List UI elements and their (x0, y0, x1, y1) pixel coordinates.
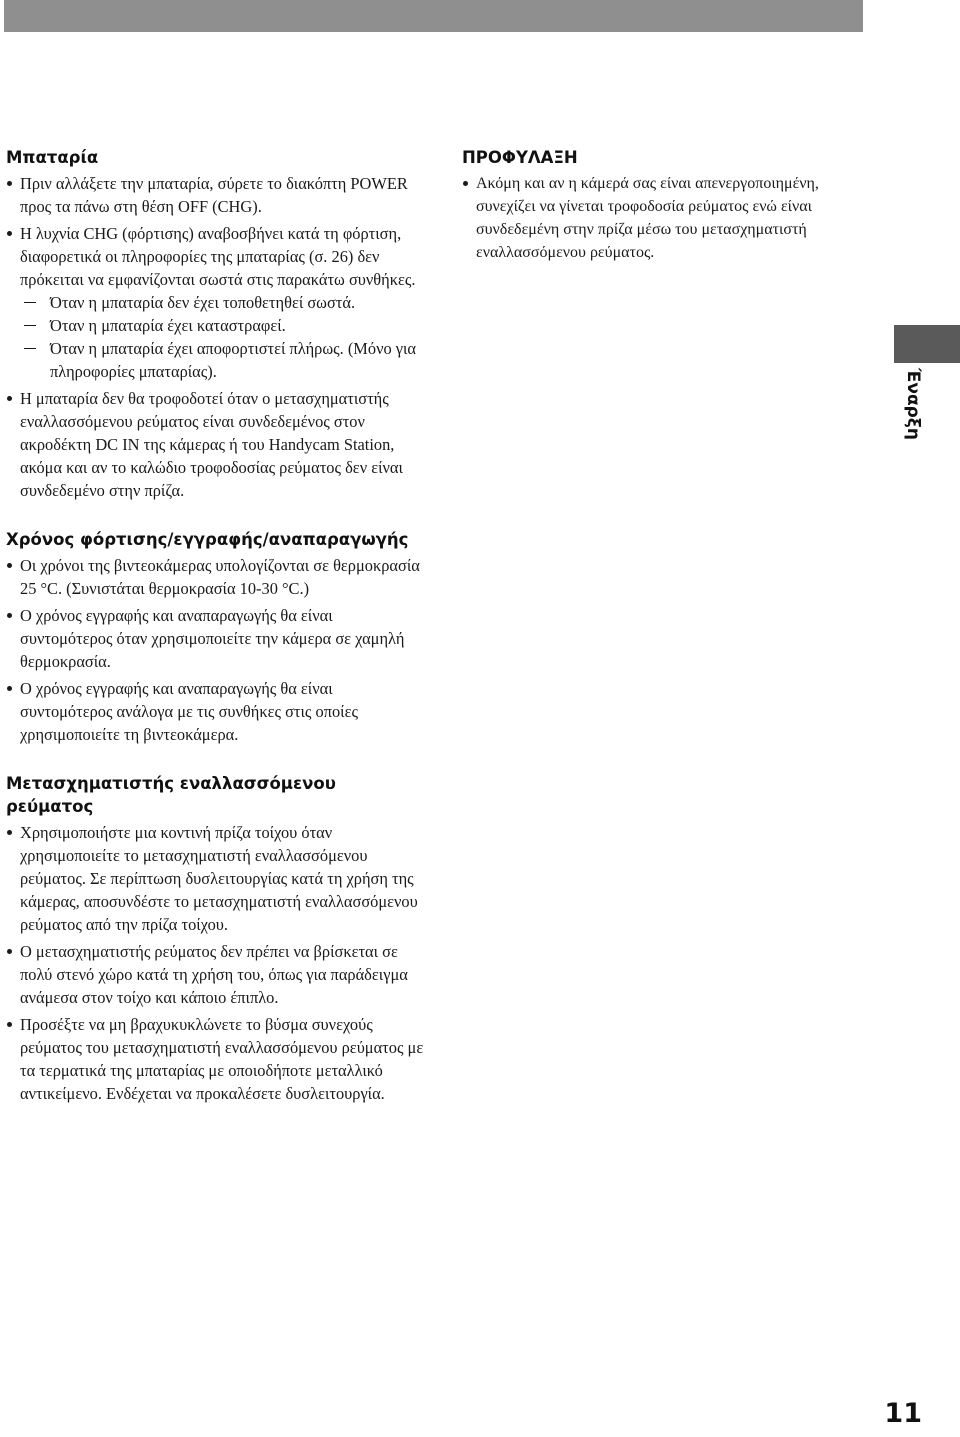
charging-time-item-3: Ο χρόνος εγγραφής και αναπαραγωγής θα είναι συντομότερος ανάλογα με τις συνθήκες στις οποίες χρησιμοποιείτε τη βιντεοκάμερα. (6, 677, 426, 746)
ac-adaptor-item-1: Χρησιμοποιήστε μια κοντινή πρίζα τοίχου όταν χρησιμοποιείτε το μετασχηματιστή εναλλασσόμενου ρεύματος. Σε περίπτωση δυσλειτουργίας κατά τη χρήση της κάμερας, αποσυνδέστε το μετασχηματιστή εναλλασσόμενου ρεύματος από την πρίζα τοίχου. (6, 821, 426, 936)
battery-item-1: Πριν αλλάξετε την μπαταρία, σύρετε το διακόπτη POWER προς τα πάνω στη θέση OFF (CHG). (6, 172, 426, 218)
charging-time-item-1: Οι χρόνοι της βιντεοκάμερας υπολογίζονται σε θερμοκρασία 25 °C. (Συνιστάται θερμοκρασία 10-30 °C.) (6, 554, 426, 600)
battery-subitem-3: Όταν η μπαταρία έχει αποφορτιστεί πλήρως. (Μόνο για πληροφορίες μπαταρίας). (20, 337, 426, 383)
battery-item-2-text: Η λυχνία CHG (φόρτισης) αναβοσβήνει κατά τη φόρτιση, διαφορετικά οι πληροφορίες της μπαταρίας (σ. 26) δεν πρόκειται να εμφανίζονται σωστά στις παρακάτω συνθήκες. (20, 224, 416, 289)
battery-sublist (20, 291, 426, 383)
ac-adaptor-heading: Μετασχηματιστής εναλλασσόμενου ρεύματος (6, 774, 336, 816)
battery-item-3: Η μπαταρία δεν θα τροφοδοτεί όταν ο μετασχηματιστής εναλλασσόμενου ρεύματος είναι συνδεδεμένος στον ακροδέκτη DC IN της κάμερας ή του Handycam Station, ακόμα και αν το καλώδιο τροφοδοσίας ρεύματος δεν είναι συνδεδεμένο στην πρίζα. (6, 387, 426, 502)
side-tab-marker (894, 325, 960, 363)
charging-time-list (6, 554, 426, 746)
charging-time-section (6, 528, 426, 746)
left-column (6, 146, 426, 1131)
ac-adaptor-item-3: Προσέξτε να μη βραχυκυκλώνετε το βύσμα συνεχούς ρεύματος του μετασχηματιστή εναλλασσόμενου ρεύματος με τα τερματικά της μπαταρίας με οποιοδήποτε μεταλλικό αντικείμενο. Ενδέχεται να προκαλέσετε δυσλειτουργία. (6, 1013, 426, 1105)
side-tab-label: Έναρξη (903, 368, 923, 440)
charging-time-heading: Χρόνος φόρτισης/εγγραφής/αναπαραγωγής (6, 530, 409, 549)
battery-heading: Μπαταρία (6, 148, 99, 167)
caution-heading: ΠΡΟΦΥΛΑΞΗ (462, 148, 578, 167)
caution-list (462, 172, 882, 264)
battery-subitem-2: Όταν η μπαταρία έχει καταστραφεί. (20, 314, 426, 337)
header-bar (4, 0, 863, 32)
charging-time-item-2: Ο χρόνος εγγραφής και αναπαραγωγής θα είναι συντομότερος όταν χρησιμοποιείτε την κάμερα σε χαμηλή θερμοκρασία. (6, 604, 426, 673)
caution-section (462, 146, 882, 264)
battery-section (6, 146, 426, 502)
ac-adaptor-section (6, 772, 426, 1105)
right-column (462, 146, 882, 290)
caution-item-1: Ακόμη και αν η κάμερά σας είναι απενεργοποιημένη, συνεχίζει να γίνεται τροφοδοσία ρεύματος ενώ είναι συνδεδεμένη στην πρίζα μέσω του μετασχηματιστή εναλλασσόμενου ρεύματος. (462, 172, 882, 264)
battery-item-2 (6, 222, 426, 383)
battery-subitem-1: Όταν η μπαταρία δεν έχει τοποθετηθεί σωστά. (20, 291, 426, 314)
ac-adaptor-list (6, 821, 426, 1105)
page-number: 11 (884, 1398, 922, 1429)
battery-list (6, 172, 426, 502)
ac-adaptor-item-2: Ο μετασχηματιστής ρεύματος δεν πρέπει να βρίσκεται σε πολύ στενό χώρο κατά τη χρήση του, όπως για παράδειγμα ανάμεσα στον τοίχο και κάποιο έπιπλο. (6, 940, 426, 1009)
